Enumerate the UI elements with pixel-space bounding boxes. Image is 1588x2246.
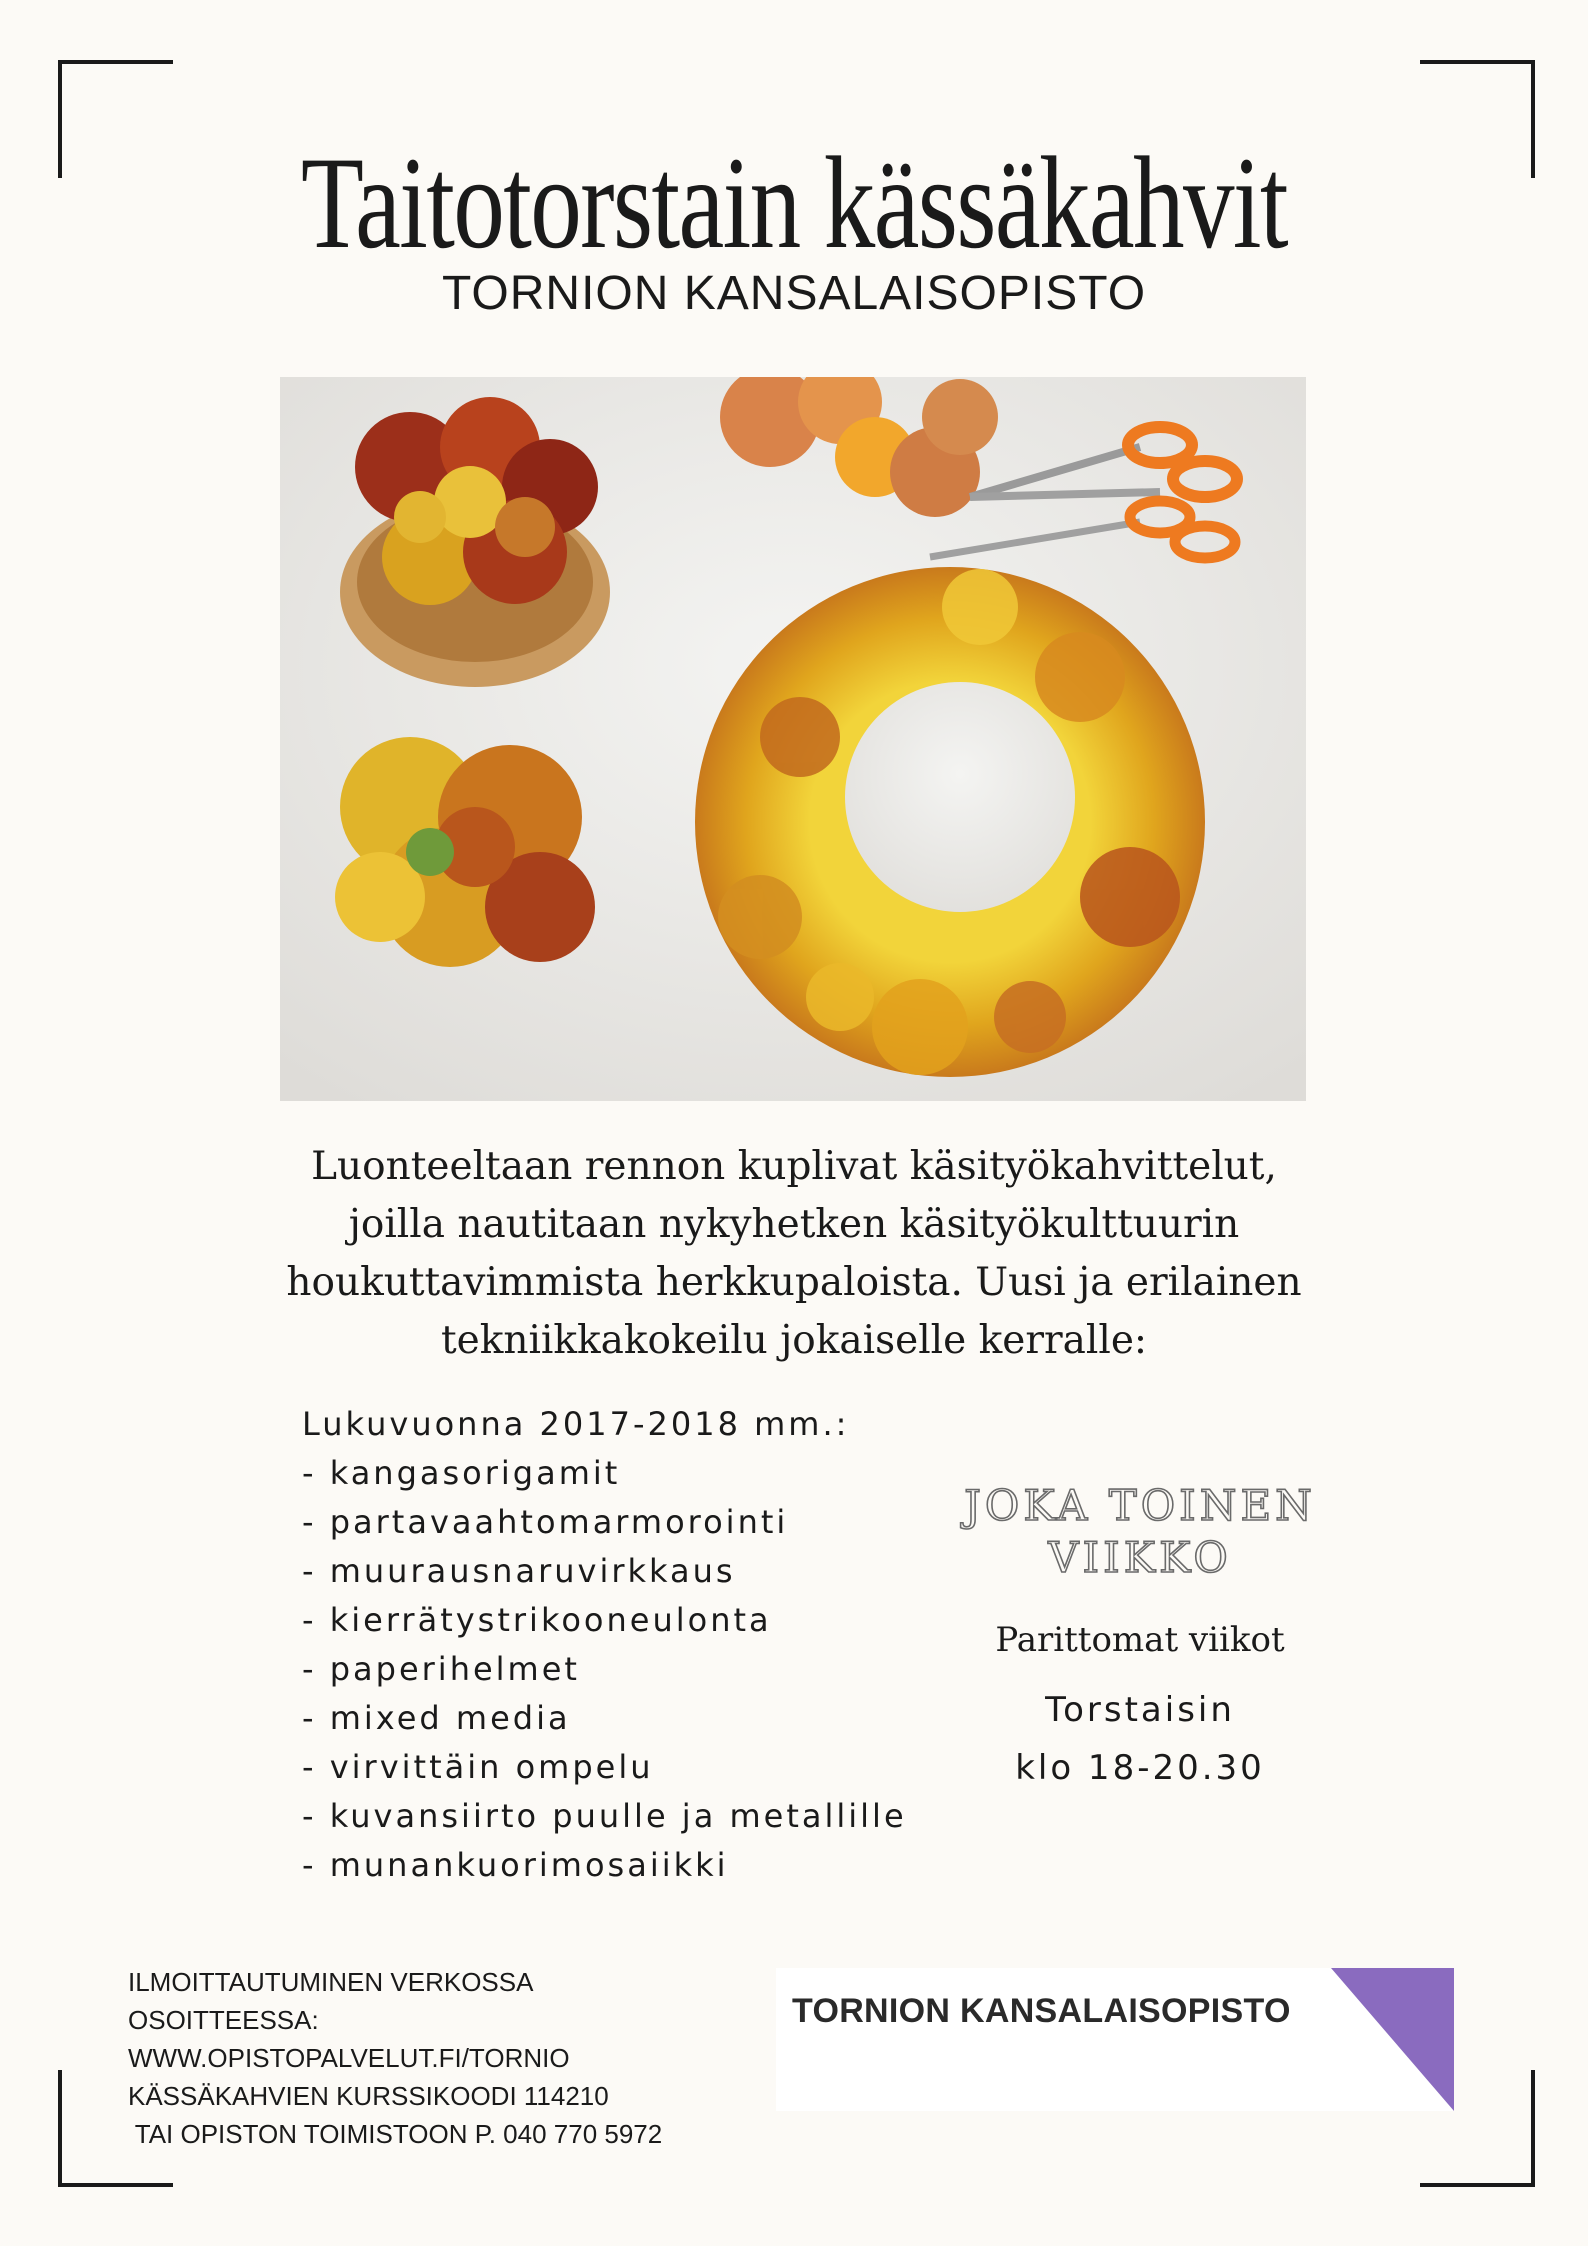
list-item: - kierrätystrikooneulonta bbox=[302, 1601, 772, 1639]
every-other-line: JOKA TOINEN bbox=[964, 1481, 1316, 1530]
frame-corner-top-left bbox=[58, 60, 62, 178]
list-item: - mixed media bbox=[302, 1699, 571, 1737]
list-item: - kuvansiirto puulle ja metallille bbox=[302, 1797, 907, 1835]
list-item: - paperihelmet bbox=[302, 1650, 580, 1688]
frame-corner-top-right bbox=[1531, 60, 1535, 178]
odd-weeks-label: Parittomat viikot bbox=[995, 1620, 1285, 1660]
logo-triangle-icon bbox=[1331, 1968, 1454, 2111]
every-other-line: VIIKKO bbox=[1048, 1533, 1232, 1582]
page-title: Taitotorstain kässäkahvit bbox=[300, 129, 1288, 276]
intro-line: Luonteeltaan rennon kuplivat käsityökahvittelut, bbox=[311, 1144, 1277, 1189]
intro-line: joilla nautitaan nykyhetken käsityökulttuurin bbox=[348, 1202, 1240, 1247]
frame-corner-bottom-left bbox=[58, 2070, 62, 2187]
every-other-week-label bbox=[900, 1480, 1380, 1584]
autumn-leaf-crafts-photo bbox=[280, 377, 1306, 1101]
logo-text: TORNION KANSALAISOPISTO bbox=[792, 1992, 1291, 2030]
frame-corner-top-right bbox=[1420, 60, 1535, 64]
list-item: - munankuorimosaiikki bbox=[302, 1846, 729, 1884]
frame-corner-top-left bbox=[58, 60, 173, 64]
website-link[interactable]: WWW.OPISTOPALVELUT.FI/TORNIO bbox=[128, 2043, 570, 2073]
contact-line: KÄSSÄKAHVIEN KURSSIKOODI 114210 bbox=[128, 2081, 609, 2111]
list-item: - kangasorigamit bbox=[302, 1454, 621, 1492]
contact-line: ILMOITTAUTUMINEN VERKOSSA bbox=[128, 1967, 534, 1997]
intro-line: houkuttavimmista herkkupaloista. Uusi ja erilainen bbox=[286, 1260, 1302, 1305]
intro-line: tekniikkakokeilu jokaiselle kerralle: bbox=[440, 1318, 1148, 1363]
time-label: klo 18-20.30 bbox=[1015, 1748, 1265, 1788]
phone-line: TAI OPISTON TOIMISTOON P. 040 770 5972 bbox=[128, 2119, 663, 2149]
page-subtitle: TORNION KANSALAISOPISTO bbox=[441, 267, 1147, 320]
list-item: - partavaahtomarmorointi bbox=[302, 1503, 789, 1541]
frame-corner-bottom-left bbox=[58, 2183, 173, 2187]
list-item: - muurausnaruvirkkaus bbox=[302, 1552, 736, 1590]
intro-text bbox=[180, 1138, 1408, 1370]
list-item: - virvittäin ompelu bbox=[302, 1748, 654, 1786]
techniques-list bbox=[302, 1400, 907, 1890]
frame-corner-bottom-right bbox=[1531, 2070, 1535, 2187]
techniques-heading: Lukuvuonna 2017-2018 mm.: bbox=[302, 1405, 850, 1443]
organization-logo bbox=[776, 1968, 1454, 2111]
contact-line: OSOITTEESSA: bbox=[128, 2005, 319, 2035]
registration-info bbox=[128, 1963, 662, 2153]
frame-corner-bottom-right bbox=[1420, 2183, 1535, 2187]
day-label: Torstaisin bbox=[1045, 1690, 1235, 1730]
